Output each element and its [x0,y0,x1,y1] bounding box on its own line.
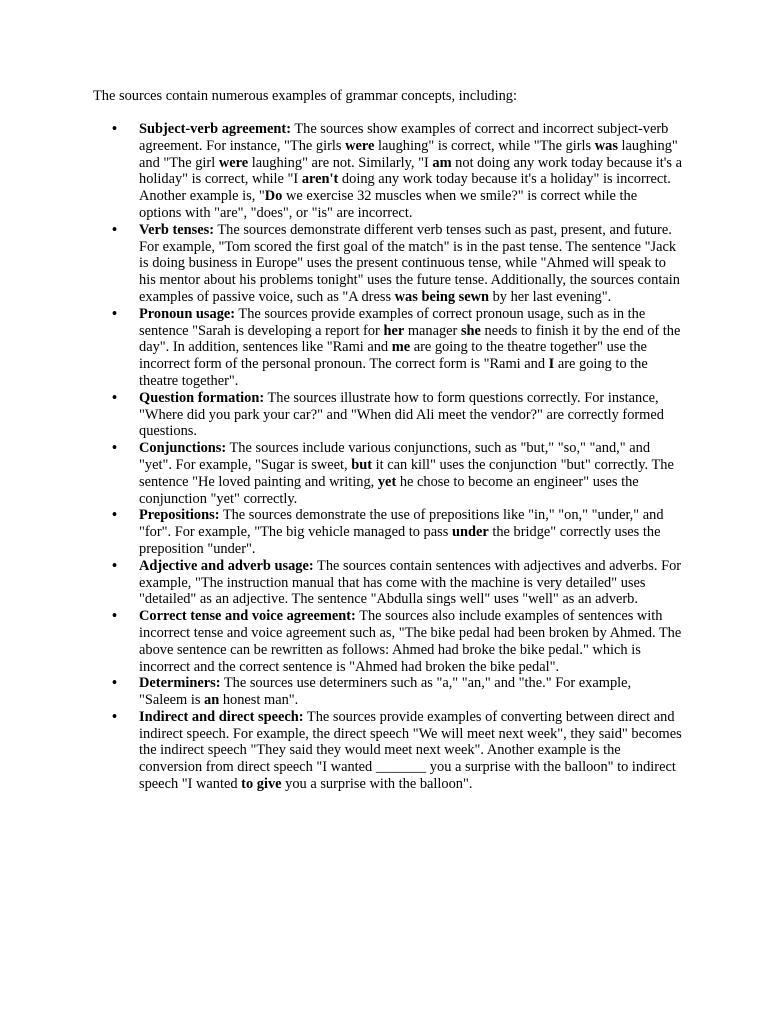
body-text: by her last evening". [489,288,612,305]
emphasized-text: were [345,137,375,154]
body-text: The sources provide examples of converting between direct and indirect speech. For example, the direct speech "We will meet next week", they said" becomes the indirect speech "They said they would meet next week". Another example is the conversion from direct speech "I wanted _______ you a surprise with the balloon" to indirect speech "I wanted [139,708,682,793]
item-term: Verb tenses: [139,221,215,238]
body-text: The sources show examples of correct and incorrect subject-verb agreement. For instance, "The girls [139,121,669,154]
body-text: The sources demonstrate the use of prepositions like "in," "on," "under," and "for". For example, "The big vehicle managed to pass [139,507,664,541]
list-item [112,222,682,306]
body-text: manager [404,322,461,339]
body-text: laughing" is correct, while "The girls [374,137,595,154]
body-text: The sources provide examples of correct pronoun usage, such as in the sentence "Sarah is developing a report for [139,305,646,339]
body-text: the bridge" correctly uses the preposition "under". [139,524,661,557]
item-term: Question formation: [139,389,265,406]
body-text: we exercise 32 muscles when we smile?" is correct while the options with "are", "does", or "is" are incorrect. [139,188,638,221]
emphasized-text: was [594,137,618,154]
list-item [112,709,682,793]
body-text: you a surprise with the balloon". [281,776,473,793]
item-term: Subject-verb agreement: [139,121,291,137]
body-text: The sources use determiners such as "a," "an," and "the." For example, "Saleem is [139,675,632,709]
body-text: The sources illustrate how to form questions correctly. For instance, "Where did you park your car?" and "When did Ali meet the vendor?" are correctly formed questions. [139,389,664,440]
list-item [112,507,682,557]
body-text: needs to finish it by the end of the day". In addition, sentences like "Rami and [139,322,681,356]
item-term: Indirect and direct speech: [139,708,304,725]
emphasized-text: me [391,339,411,356]
list-item [112,390,682,440]
intro-paragraph: The sources contain numerous examples of grammar concepts, including: [93,88,517,104]
list-item [112,440,682,507]
item-term: Adjective and adverb usage: [139,557,314,574]
bullet-icon: • [112,121,118,137]
body-text: laughing" and "The girl [139,137,678,171]
body-text: honest man". [219,692,299,709]
list-item [112,121,682,222]
emphasized-text: yet [377,473,397,490]
item-term: Correct tense and voice agreement: [139,608,356,625]
body-text: The sources contain sentences with adjectives and adverbs. For example, "The instruction manual that has come with the machine is very detailed" uses "detailed" as an adjective. The sentence "Abdulla sings well" uses "well" as an adverb. [139,557,682,608]
bullet-icon: • [112,305,118,322]
body-text: The sources also include examples of sentences with incorrect tense and voice agreement such as, "The bike pedal had been broken by Ahmed. The above sentence can be rewritten as follows: Ahmed had broke the bike pedal." which is incorrect and the correct sentence is "Ahmed had broken the bike pedal". [139,608,682,675]
body-text: are going to the theatre together" use the incorrect form of the personal pronoun. The correct form is "Rami and [139,339,647,373]
body-text: not doing any work today because it's a holiday" is correct, while "I [139,154,682,188]
body-text: The sources demonstrate different verb tenses such as past, present, and future. For example, "Tom scored the first goal of the match" is in the past tense. The sentence "Jack is doing business in Europe" uses the present continuous tense, while "Ahmed will speak to his mentor about his problems tonight" uses the future tense. Additionally, the sources contain examples of passive voice, such as "A dress [139,221,680,305]
item-term: Pronoun usage: [139,305,236,322]
body-text: doing any work today because it's a holiday" is incorrect. Another example is, " [139,171,671,205]
emphasized-text: were [218,154,249,171]
grammar-concepts-list [112,121,682,793]
emphasized-text: am [432,154,452,171]
emphasized-text: aren't [301,171,339,188]
emphasized-text: her [383,322,405,339]
body-text: it can kill" uses the conjunction "but" correctly. The sentence "He loved painting and writing, [139,456,674,490]
bullet-icon: • [112,507,118,524]
bullet-icon: • [112,389,118,406]
emphasized-text: was being sewn [394,288,490,305]
emphasized-text: I [548,356,555,373]
bullet-icon: • [112,708,118,725]
list-item [112,558,682,608]
emphasized-text: Do [264,188,283,205]
bullet-icon: • [112,440,118,457]
bullet-icon: • [112,675,118,692]
emphasized-text: but [351,456,373,473]
bullet-icon: • [112,608,118,625]
list-item [112,306,682,390]
body-text: he chose to become an engineer" uses the conjunction "yet" correctly. [139,473,639,507]
emphasized-text: to give [241,776,282,793]
emphasized-text: an [204,692,220,709]
item-term: Conjunctions: [139,440,227,457]
emphasized-text: she [460,322,481,339]
bullet-icon: • [112,557,118,574]
body-text: are going to the theatre together". [139,356,648,389]
emphasized-text: under [451,524,489,541]
list-item [112,608,682,675]
body-text: The sources include various conjunctions, such as "but," "so," "and," and "yet". For example, "Sugar is sweet, [139,440,651,473]
item-term: Prepositions: [139,507,220,524]
body-text: laughing" are not. Similarly, "I [248,154,433,171]
item-term: Determiners: [139,675,221,692]
bullet-icon: • [112,221,118,238]
list-item [112,675,682,709]
